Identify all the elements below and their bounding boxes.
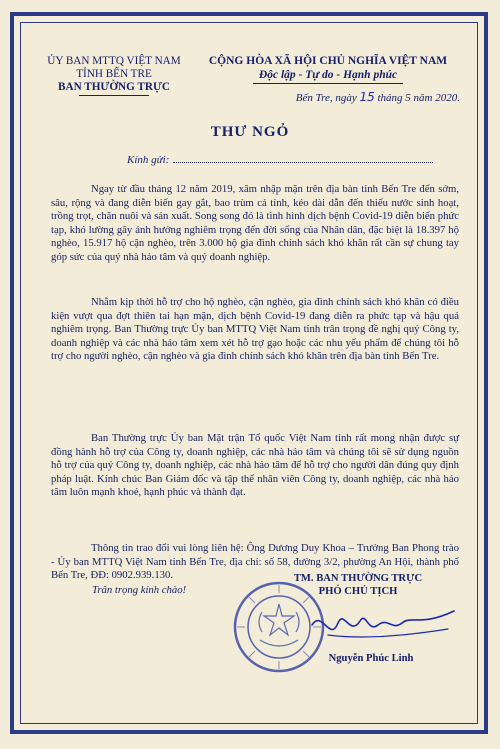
date-suffix: tháng 5 năm 2020. — [377, 92, 460, 104]
date-day: 15 — [359, 90, 375, 104]
signatory-authority: TM. BAN THƯỜNG TRỰC — [293, 573, 423, 584]
date-prefix: Bến Tre, ngày — [295, 92, 357, 104]
issuer-line-3: BAN THƯỜNG TRỰC — [58, 81, 170, 93]
national-motto: Độc lập - Tự do - Hạnh phúc — [258, 69, 398, 81]
signatory-position: PHÓ CHỦ TỊCH — [318, 586, 398, 597]
body-paragraph-3: Ban Thường trực Ủy ban Mặt trận Tổ quốc Việt Nam tỉnh rất mong nhận được sự đồng hành hỗ trợ của Công ty, doanh nghiệp, các nhà hảo tâm và chúng tôi sẽ sử dụng nguồn hỗ trợ của quý Công ty, doanh nghiệp, các nhà hảo tâm để hỗ trợ cho người dân đúng quy định pháp luật. Kính chúc Ban Giám đốc và tập thể nhân viên Công ty, doanh nghiệp, các nhà hảo tâm luôn mạnh khoẻ, hạnh phúc và thành đạt. — [51, 432, 459, 499]
closing-greeting: Trân trọng kính chào! — [92, 584, 187, 596]
issuer-line-1: ỦY BAN MTTQ VIỆT NAM — [47, 55, 181, 67]
issuer-header — [34, 55, 194, 96]
handwritten-signature-icon — [308, 603, 458, 653]
document-title: THƯ NGỎ — [210, 124, 290, 140]
issuer-underline — [79, 95, 149, 96]
document-date — [270, 90, 460, 104]
national-title: CỘNG HÒA XÃ HỘI CHỦ NGHĨA VIỆT NAM — [208, 55, 448, 67]
motto-underline — [253, 83, 403, 84]
signatory-name: Nguyễn Phúc Linh — [328, 653, 414, 664]
signature-block — [258, 570, 458, 597]
issuer-line-2: TỈNH BẾN TRE — [76, 68, 152, 80]
salutation-label: Kính gửi: — [127, 154, 170, 166]
body-paragraph-1: Ngay từ đầu tháng 12 năm 2019, xâm nhập mặn trên địa bàn tỉnh Bến Tre đến sớm, sâu, rộng và đang diễn biến gay gắt, bao trùm cả tỉnh, kéo dài dẫn đến thiếu nước sinh hoạt, trồng trọt, chăn nuôi và sản xuất. Song song đó là tình hình dịch bệnh Covid-19 diễn biến phức tạp, khó lường gây ảnh hưởng nghiêm trọng đến đời sống của Nhân dân, đặc biệt là 18.397 hộ nghèo, 15.917 hộ cận nghèo, trên 3.000 hộ gia đình chính sách khó khăn rất cần sự chung tay góp sức của quý nhà hảo tâm và quý doanh nghiệp. — [51, 183, 459, 263]
addressee-blank — [173, 153, 433, 163]
salutation-line — [127, 153, 457, 166]
body-paragraph-4: Thông tin trao đổi vui lòng liên hệ: Ông Dương Duy Khoa – Trưởng Ban Phong trào - Ủy ban MTTQ Việt Nam tỉnh Bến Tre, địa chỉ: số 58, đường 3/2, phường An Hội, thành phố Bến Tre, ĐĐ: 0902.939.130. — [51, 542, 459, 582]
body-paragraph-2: Nhằm kịp thời hỗ trợ cho hộ nghèo, cận nghèo, gia đình chính sách khó khăn có điều kiện vượt qua đợt thiên tai hạn mặn, dịch bệnh Covid-19 đang diễn ra phức tạp và hậu quả nghiêm trọng. Ban Thường trực Ủy ban MTTQ Việt Nam tỉnh trân trọng đề nghị quý Công ty, doanh nghiệp và các nhà hảo tâm xem xét hỗ trợ gạo hoặc các nhu yếu phẩm để chúng tôi hỗ trợ cho người nghèo, cận nghèo và gia đình chính sách khó khăn trên địa bàn tỉnh Bến Tre. — [51, 296, 459, 363]
national-header — [192, 54, 464, 84]
